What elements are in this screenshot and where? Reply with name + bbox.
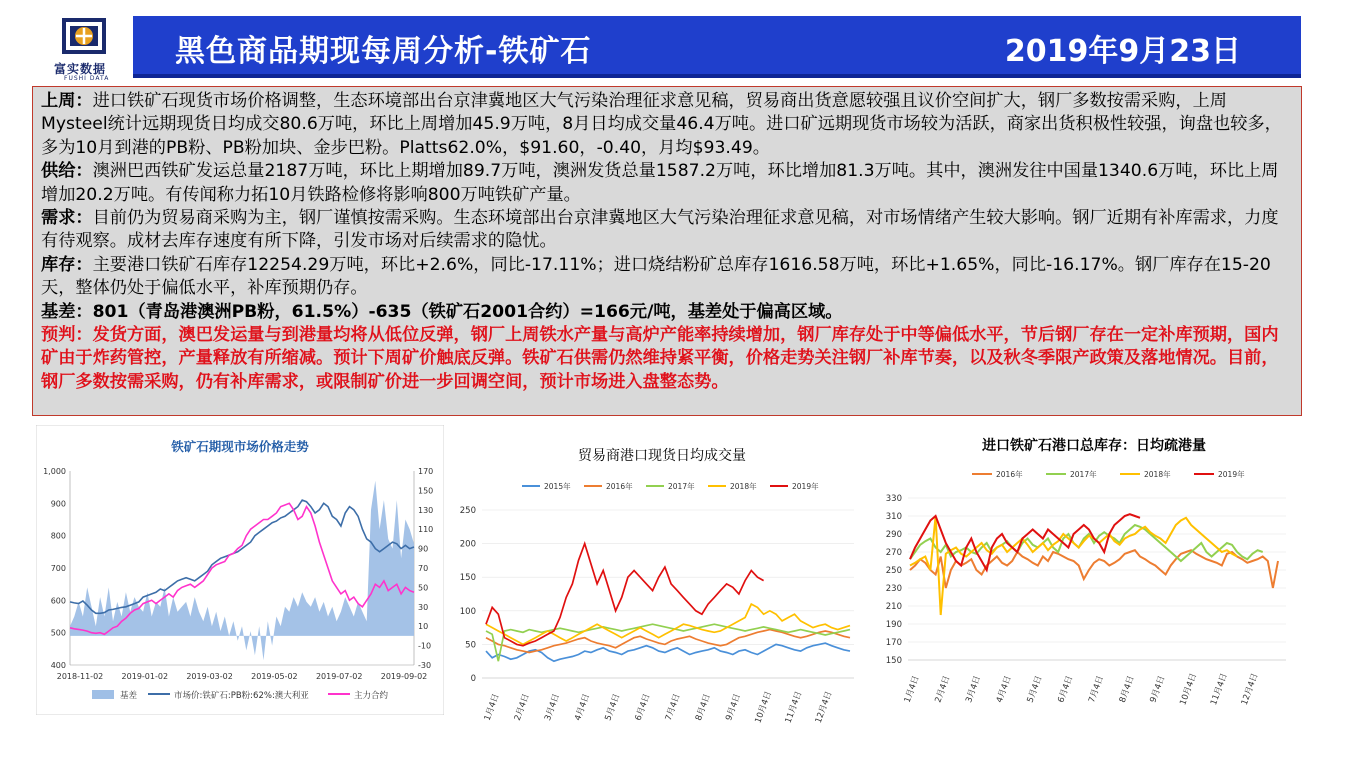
x-tick-label: 1月4日 [482,692,502,723]
page-title: 黑色商品期现每周分析-铁矿石 [175,34,592,69]
y-right-tick-label: 110 [418,525,434,535]
summary-key: 上周： [41,91,93,111]
legend-label: 2018年 [1144,470,1171,479]
report-date: 2019年9月23日 [1004,34,1241,69]
legend-label-basis: 基差 [120,691,138,701]
y-right-tick-label: 130 [418,505,434,515]
legend-label-spot: 市场价:铁矿石:PB粉:62%:澳大利亚 [174,691,309,701]
y-left-tick-label: 600 [50,596,66,606]
trade-volume-chart [452,436,862,726]
chart-title: 铁矿石期现市场价格走势 [171,439,309,454]
y-tick-label: 290 [885,530,902,540]
x-tick-label: 2月4日 [512,692,532,723]
y-right-tick-label: -30 [418,661,432,670]
summary-text: 进口铁矿石现货市场价格调整，生态环境部出台京津冀地区大气污染治理征求意见稿，贸易商出货意愿较强且议价空间扩大，钢厂多数按需采购，上周Mysteel统计远期现货日均成交80.6万吨，环比上周增加45.9万吨，8月日均成交量46.4万吨。进口矿远期现货市场较为活跃，商家出货积极性较强，询盘也较多，多为10月到港的PB粉、PB粉加块、金步巴粉。Platts62.0%，$91.60，-0.40，月均$93.49。 [41,91,1282,158]
y-tick-label: 50 [465,640,476,651]
x-tick-label: 8月4日 [693,692,713,723]
legend-label: 2015年 [544,482,571,491]
y-tick-label: 170 [885,638,902,648]
series-line-2018年 [910,516,1237,615]
x-tick-label: 12月4日 [1239,671,1261,707]
legend-label: 2017年 [668,482,695,491]
legend-label: 2016年 [996,470,1023,479]
y-left-tick-label: 700 [50,564,66,573]
summary-forecast: 预判：发货方面，澳巴发运量与到港量均将从低位反弹，钢厂上周铁水产量与高炉产能率持续增加，钢厂库存处于中等偏低水平，节后钢厂存在一定补库预期，国内矿由于炸药管控，产量释放有所缩减。预计下周矿价触底反弹。铁矿石供需仍然维持紧平衡，价格走势关注钢厂补库节奏，以及秋冬季限产政策及落地情况。目前，钢厂多数按需采购，仍有补库需求，或限制矿价进一步回调空间，预计市场进入盘整态势。 [41,325,1279,392]
chart-title: 进口铁矿石港口总库存：日均疏港量 [982,438,1206,454]
chart-title: 贸易商港口现货日均成交量 [578,448,746,464]
legend-label: 2017年 [1070,470,1097,479]
x-tick-label: 8月4日 [1117,674,1137,705]
x-tick-label: 6月4日 [633,692,653,723]
y-tick-label: 210 [885,602,902,612]
x-tick-label: 9月4日 [1148,674,1168,705]
x-tick-label: 4月4日 [573,692,593,723]
x-tick-label: 10月4日 [1178,671,1200,707]
y-tick-label: 0 [470,674,476,684]
y-left-tick-label: 500 [50,628,66,638]
summary-text: 主要港口铁矿石库存12254.29万吨，环比+2.6%，同比-17.11%；进口烧结粉矿总库存1616.58万吨，环比+1.65%，同比-16.17%。钢厂库存在15-20天，整体仍处于偏低水平，补库预期仍存。 [41,254,1271,299]
y-tick-label: 250 [885,566,902,576]
y-tick-label: 200 [459,539,476,550]
x-tick-label: 4月4日 [994,674,1014,705]
legend-label: 2019年 [1218,470,1245,479]
legend-label: 2016年 [606,482,633,491]
summary-demand [41,207,1293,254]
x-tick-label: 11月4日 [783,689,805,725]
port-inventory-chart [876,428,1316,718]
x-tick-label: 11月4日 [1209,671,1230,707]
y-tick-label: 190 [885,620,902,630]
logo-text: 富实数据 [54,62,107,76]
legend-label-futures: 主力合约 [354,691,389,701]
x-tick-label: 3月4日 [543,692,562,723]
y-right-tick-label: 150 [418,486,434,496]
legend-label: 2019年 [792,482,819,491]
y-left-tick-label: 800 [50,531,66,541]
y-tick-label: 230 [885,584,902,594]
x-tick-label: 2019-03-02 [186,672,233,681]
logo-mark-icon [46,14,136,64]
y-tick-label: 150 [885,656,902,666]
x-tick-label: 2月4日 [933,674,953,705]
y-tick-label: 100 [459,606,476,617]
y-left-tick-label: 1,000 [43,467,66,476]
series-line-2015年 [486,643,850,661]
price-trend-chart [36,425,444,715]
y-tick-label: 250 [459,506,476,516]
logo-subtext: FUSHI DATA [64,75,110,82]
x-tick-label: 3月4日 [964,674,984,705]
x-tick-label: 12月4日 [813,689,835,725]
legend-swatch-basis [92,690,114,699]
y-tick-label: 330 [885,494,902,504]
y-tick-label: 310 [885,512,902,522]
summary-key: 供给： [41,161,93,182]
summary-text: 目前仍为贸易商采购为主，钢厂谨慎按需采购。生态环境部出台京津冀地区大气污染治理征求意见稿，对市场情绪产生较大影响。钢厂近期有补库需求，力度有待观察。成材去库存速度有所下降，引发市场对后续需求的隐忧。 [41,208,1279,252]
x-tick-label: 5月4日 [603,692,623,723]
x-tick-label: 7月4日 [663,692,683,723]
summary-basis: 基差：801（青岛港澳洲PB粉，61.5%）-635（铁矿石2001合约）=166元/吨，基差处于偏高区域。 [41,301,843,322]
y-right-tick-label: 90 [418,544,429,554]
x-tick-label: 2019-05-02 [251,672,298,681]
y-right-tick-label: 30 [418,602,429,612]
y-left-tick-label: 900 [50,499,66,509]
x-tick-label: 7月4日 [1087,674,1106,705]
y-right-tick-label: 50 [418,583,429,593]
x-tick-label: 1月4日 [902,674,922,705]
summary-last-week [41,90,1293,160]
x-tick-label: 9月4日 [724,692,744,723]
y-tick-label: 150 [459,573,476,584]
x-tick-label: 2019-09-02 [380,672,428,681]
y-right-tick-label: -10 [418,641,432,651]
x-tick-label: 2019-07-02 [315,672,363,681]
analysis-summary [32,86,1302,416]
x-tick-label: 2019-01-02 [121,672,169,681]
title-banner [133,16,1301,78]
y-left-tick-label: 400 [50,661,66,670]
x-tick-label: 2018-11-02 [56,672,104,681]
x-tick-label: 5月4日 [1025,674,1045,705]
x-tick-label: 6月4日 [1056,674,1076,705]
legend-label: 2018年 [730,482,757,491]
y-right-tick-label: 10 [418,622,429,632]
summary-key: 需求： [41,208,93,229]
y-right-tick-label: 70 [418,564,429,573]
summary-supply [41,160,1293,207]
summary-inventory [41,254,1293,301]
summary-key: 库存： [41,254,93,275]
y-right-tick-label: 170 [418,467,434,476]
summary-text: 澳洲巴西铁矿发运总量2187万吨，环比上期增加89.7万吨，澳洲发货总量1587.2万吨，环比增加81.3万吨。其中，澳洲发往中国量1340.6万吨，环比上周增加20.2万吨。有传闻称力拓10月铁路检修将影响800万吨铁矿产量。 [41,161,1279,205]
y-tick-label: 270 [885,548,902,558]
x-tick-label: 10月4日 [753,689,775,725]
